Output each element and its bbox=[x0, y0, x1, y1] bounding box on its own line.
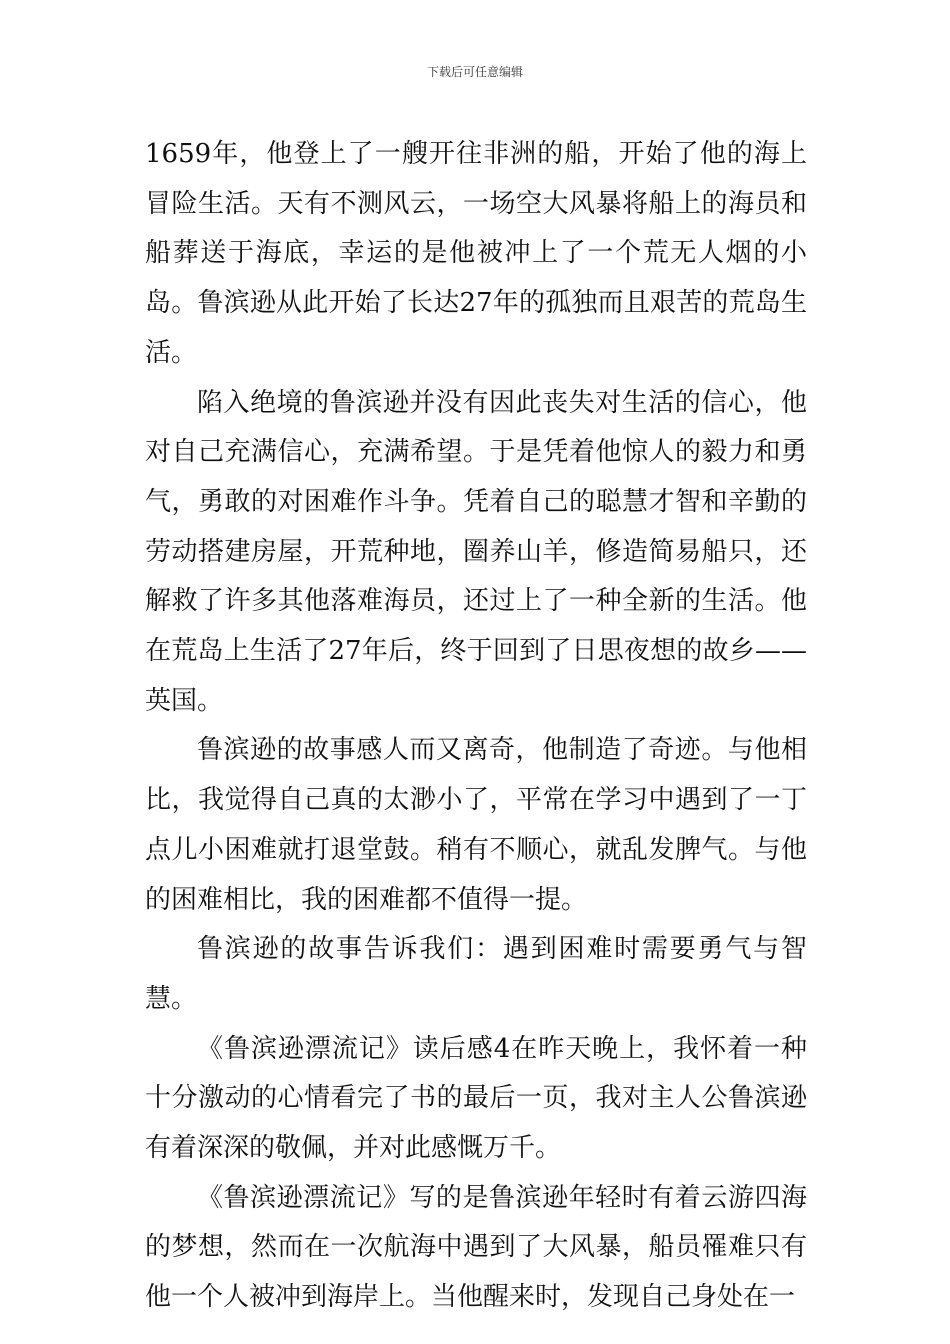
paragraph-2: 陷入绝境的鲁滨逊并没有因此丧失对生活的信心，他对自己充满信心，充满希望。于是凭着他惊人的毅力和勇气，勇敢的对困难作斗争。凭着自己的聪慧才智和辛勤的劳动搭建房屋，开荒种地，圈养山羊，修造简易船只，还解救了许多其他落难海员，还过上了一种全新的生活。他在荒岛上生活了27年后，终于回到了日思夜想的故乡——英国。 bbox=[145, 387, 807, 716]
paragraph-3: 鲁滨逊的故事感人而又离奇，他制造了奇迹。与他相比，我觉得自己真的太渺小了，平常在学习中遇到了一丁点儿小困难就打退堂鼓。稍有不顺心，就乱发脾气。与他的困难相比，我的困难都不值得一提。 bbox=[145, 735, 807, 915]
paragraph-1: 1659年，他登上了一艘开往非洲的船，开始了他的海上冒险生活。天有不测风云，一场空大风暴将船上的海员和船葬送于海底，幸运的是他被冲上了一个荒无人烟的小岛。鲁滨逊从此开始了长达27年的孤独而且艰苦的荒岛生活。 bbox=[145, 139, 807, 368]
paragraph-4: 鲁滨逊的故事告诉我们：遇到困难时需要勇气与智慧。 bbox=[145, 934, 807, 1014]
document-body bbox=[145, 130, 807, 1323]
paragraph-6: 《鲁滨逊漂流记》写的是鲁滨逊年轻时有着云游四海的梦想，然而在一次航海中遇到了大风暴，船员罹难只有他一个人被冲到海岸上。当他醒来时，发现自己身处在一 bbox=[145, 1182, 807, 1313]
paragraph-5: 《鲁滨逊漂流记》读后感4在昨天晚上，我怀着一种十分激动的心情看完了书的最后一页，我对主人公鲁滨逊有着深深的敬佩，并对此感慨万千。 bbox=[145, 1033, 807, 1164]
page-header: 下载后可任意编辑 bbox=[426, 65, 523, 79]
